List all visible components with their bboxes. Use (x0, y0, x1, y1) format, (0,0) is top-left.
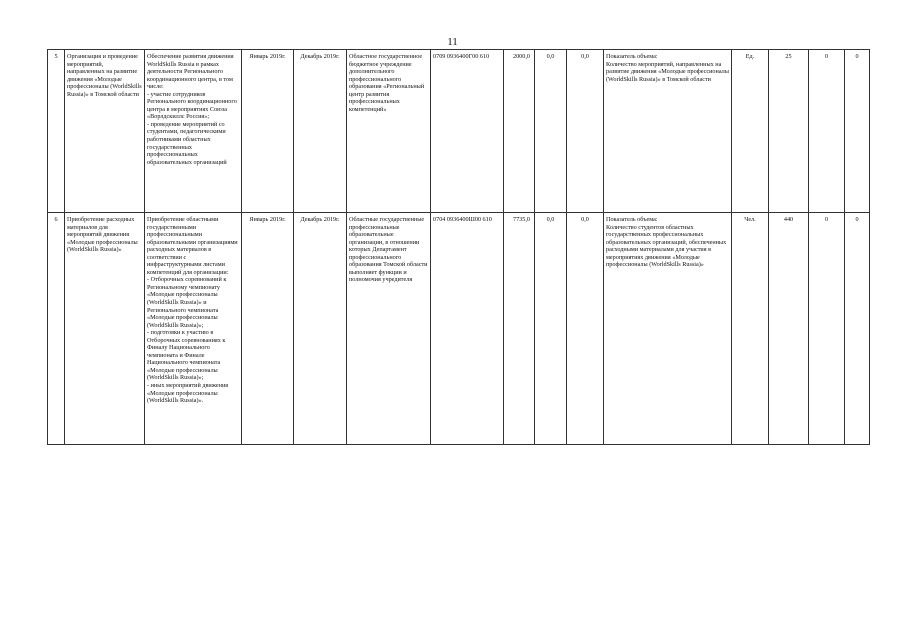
event-description: Обеспечение развития движения WorldSkills Russia в рамках деятельности Регионального координационного центра, в том числе: - участие сотрудников Регионального координационного центра в мероприятиях Союза «Ворлдскиллс Россия»; - проведение мероприятий со студентами, педагогическими работниками областных государственных профессиональных образовательных организаций (145, 50, 242, 213)
quantity-3: 0 (845, 50, 870, 213)
table-row (48, 50, 870, 213)
amount: 2000,0 (504, 50, 535, 213)
quantity-3: 0 (845, 213, 870, 445)
row-number: 5 (48, 50, 65, 213)
row-number: 6 (48, 213, 65, 445)
amount-2: 0,0 (535, 213, 567, 445)
budget-code: 0709 0936400Г00 610 (431, 50, 504, 213)
unit: Чел. (732, 213, 769, 445)
start-date: Январь 2019г. (242, 50, 294, 213)
indicator: Показатель объема: Количество мероприятий, направленных на развитие движения «Молодые профессионалы (WorldSkills Russia)» в Томской области (604, 50, 732, 213)
quantity-2: 0 (809, 213, 845, 445)
event-name: Организация и проведение мероприятий, направленных на развитие движения «Молодые профессионалы (WorldSkills Russia)» в Томской области (65, 50, 145, 213)
executor: Областное государственное бюджетное учреждение дополнительного профессионального образования «Региональный центр развития профессиональных компетенций» (347, 50, 431, 213)
start-date: Январь 2019г. (242, 213, 294, 445)
event-name: Приобретение расходных материалов для мероприятий движения «Молодые профессионалы (WorldSkills Russia)» (65, 213, 145, 445)
quantity-1: 440 (769, 213, 809, 445)
amount-3: 0,0 (567, 50, 604, 213)
program-table (47, 49, 870, 445)
amount: 7735,0 (504, 213, 535, 445)
event-description: Приобретение областными государственными профессиональными образовательными организациями расходных материалов в соответствии с инфраструктурными листами компетенций для организации: - Отборочных соревнований к Региональному чемпионату «Молодые профессионалы (WorldSkills Russia)» и Регионального чемпионата «Молодые профессионалы (WorldSkills Russia)»; - подготовки к участию в Отборочных соревнованиях к Финалу Национального чемпионата и Финале Национального чемпионата «Молодые профессионалы (WorldSkills Russia)»; - иных мероприятий движения «Молодые профессионалы (WorldSkills Russia)». (145, 213, 242, 445)
quantity-1: 25 (769, 50, 809, 213)
quantity-2: 0 (809, 50, 845, 213)
table-row (48, 213, 870, 445)
amount-2: 0,0 (535, 50, 567, 213)
executor: Областные государственные профессиональные образовательные организации, в отношении которых Департамент профессионального образования Томской области выполняет функции и полномочия учредителя (347, 213, 431, 445)
budget-code: 0704 0936400Ш00 610 (431, 213, 504, 445)
unit: Ед. (732, 50, 769, 213)
page-number: 11 (447, 36, 458, 48)
end-date: Декабрь 2019г. (294, 213, 347, 445)
indicator: Показатель объема: Количество студентов областных государственных профессиональных образовательных организаций, обеспеченных расходными материалами для участия в мероприятиях движения «Молодые профессионалы (WorldSkills Russia)» (604, 213, 732, 445)
end-date: Декабрь 2019г. (294, 50, 347, 213)
amount-3: 0,0 (567, 213, 604, 445)
